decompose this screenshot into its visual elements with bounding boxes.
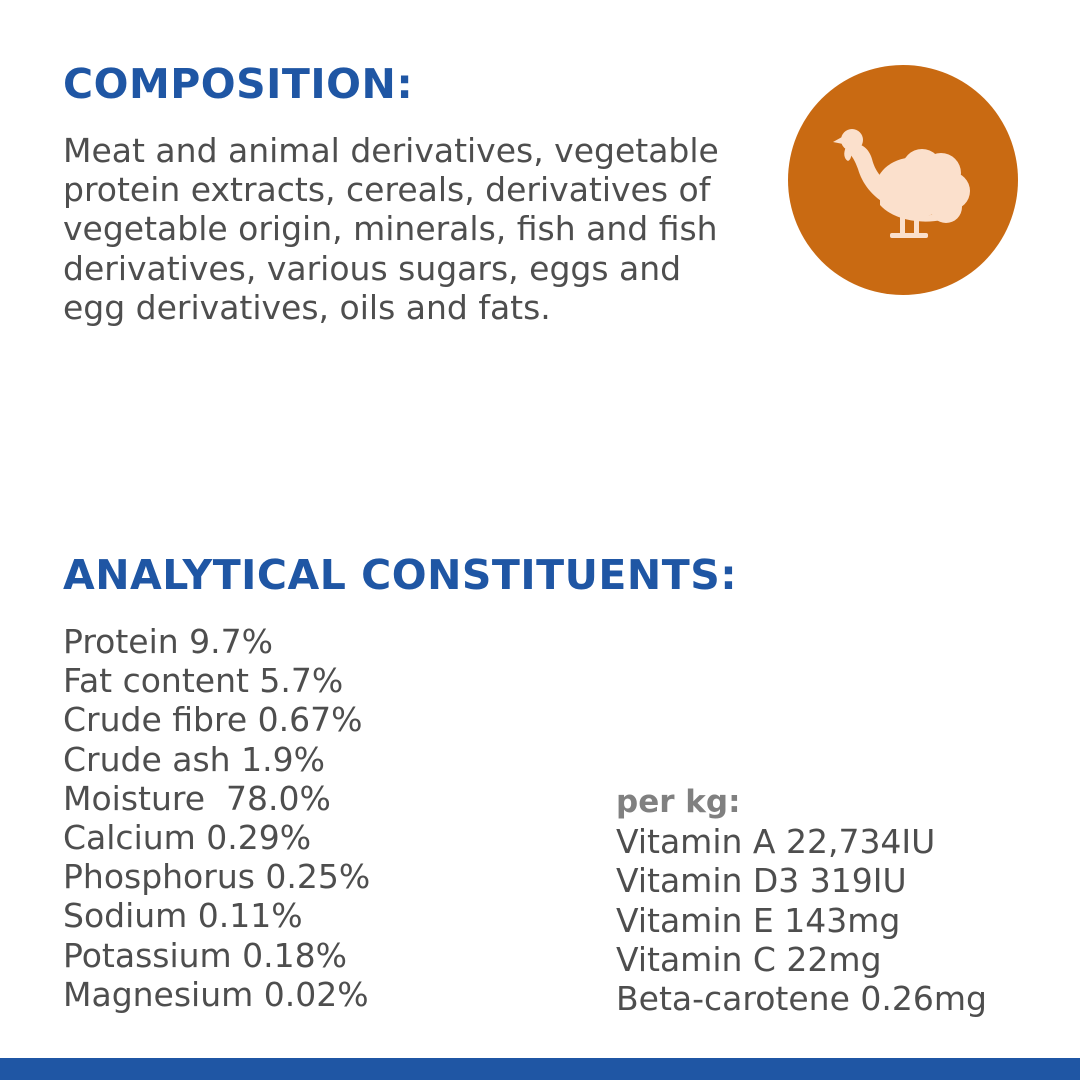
per-kg-label: per kg: (616, 784, 741, 820)
list-item: Potassium 0.18% (63, 935, 348, 975)
list-item: Vitamin C 22mg (616, 939, 882, 979)
list-item: Vitamin E 143mg (616, 900, 901, 940)
list-item: Protein 9.7% (63, 622, 274, 661)
list-item: Beta-carotene 0.26mg (616, 979, 987, 1019)
turkey-icon-badge (788, 65, 1018, 295)
analytical-constituents-heading: ANALYTICAL CONSTITUENTS: (63, 551, 738, 599)
list-item: Fat content 5.7% (63, 661, 344, 701)
list-item: Moisture 78.0% (63, 778, 331, 818)
list-item: Sodium 0.11% (63, 896, 303, 936)
list-item: Magnesium 0.02% (63, 974, 369, 1014)
composition-heading: COMPOSITION: (63, 60, 414, 108)
composition-text: Meat and animal derivatives, vegetable protein extracts, cereals, derivatives of vegetable origin, minerals, fish and fish derivatives, various sugars, eggs and egg derivatives, oils and fats. (63, 131, 719, 327)
list-item: Crude ash 1.9% (63, 739, 325, 779)
list-item: Vitamin A 22,734IU (616, 822, 936, 862)
analytical-constituents-list (63, 622, 370, 1014)
list-item: Phosphorus 0.25% (63, 857, 371, 897)
bottom-bar (0, 1058, 1080, 1080)
list-item: Vitamin D3 319IU (616, 861, 907, 901)
list-item: Crude fibre 0.67% (63, 700, 363, 740)
per-kg-list (616, 783, 987, 1018)
turkey-icon (788, 65, 1018, 295)
list-item: Calcium 0.29% (63, 818, 312, 858)
